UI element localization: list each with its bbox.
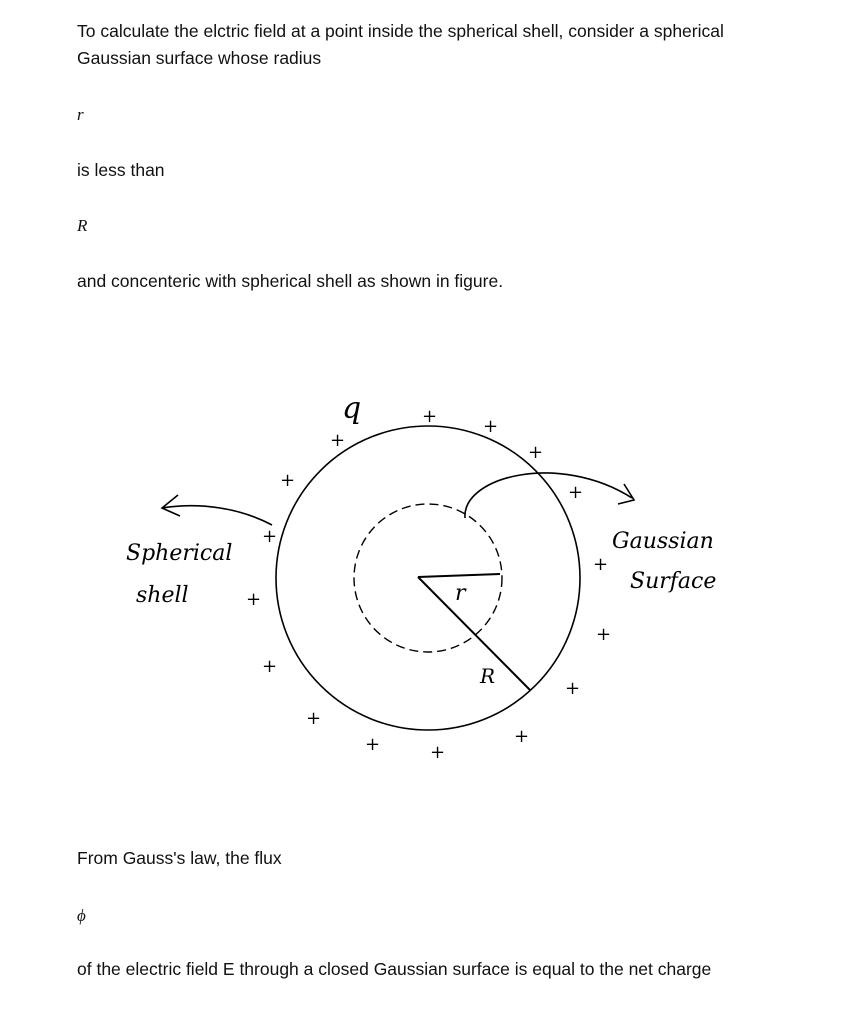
gaussian-label-line1: Gaussian (612, 529, 714, 554)
math-variable-r: r (77, 105, 84, 124)
plus-sign: + (514, 726, 530, 747)
shell-label-line2: shell (136, 583, 189, 608)
radius-r-line (418, 574, 500, 577)
outer-radius-label: R (480, 664, 496, 688)
plus-sign: + (593, 554, 609, 575)
plus-sign: + (306, 708, 322, 729)
plus-sign: + (528, 442, 544, 463)
flux-sentence-text: of the electric field E through a closed Gaussian surface is equal to the net charge (77, 959, 712, 979)
intro-text: To calculate the elctric field at a point inside the spherical shell, consider a spherical Gaussian surface whose radius (77, 21, 724, 68)
gauss-law-text: From Gauss's law, the flux (77, 848, 282, 868)
plus-sign: + (568, 482, 584, 503)
math-variable-R: R (77, 216, 88, 235)
plus-sign: + (565, 678, 581, 699)
radius-R-line (418, 577, 530, 690)
gaussian-label-line2: Surface (630, 569, 717, 594)
plus-sign: + (330, 430, 346, 451)
concentric-text: and concenteric with spherical shell as shown in figure. (77, 271, 504, 291)
shell-label-line1: Spherical (126, 541, 233, 566)
charge-label: q (342, 391, 362, 426)
plus-sign: + (365, 734, 381, 755)
gaussian-arrow (465, 473, 632, 518)
plus-sign: + (422, 406, 438, 427)
plus-sign: + (596, 624, 612, 645)
inner-radius-label: r (455, 581, 466, 606)
surface-charges (246, 406, 611, 763)
plus-sign: + (280, 470, 296, 491)
plus-sign: + (246, 589, 262, 610)
math-variable-phi: ϕ (77, 906, 86, 925)
plus-sign: + (262, 526, 278, 547)
gaussian-surface-circle (354, 504, 502, 652)
plus-sign: + (430, 742, 446, 763)
spherical-shell-circle (276, 426, 580, 730)
plus-sign: + (483, 416, 499, 437)
spherical-shell-figure (0, 380, 862, 780)
plus-sign: + (262, 656, 278, 677)
less-than-text: is less than (77, 160, 165, 180)
